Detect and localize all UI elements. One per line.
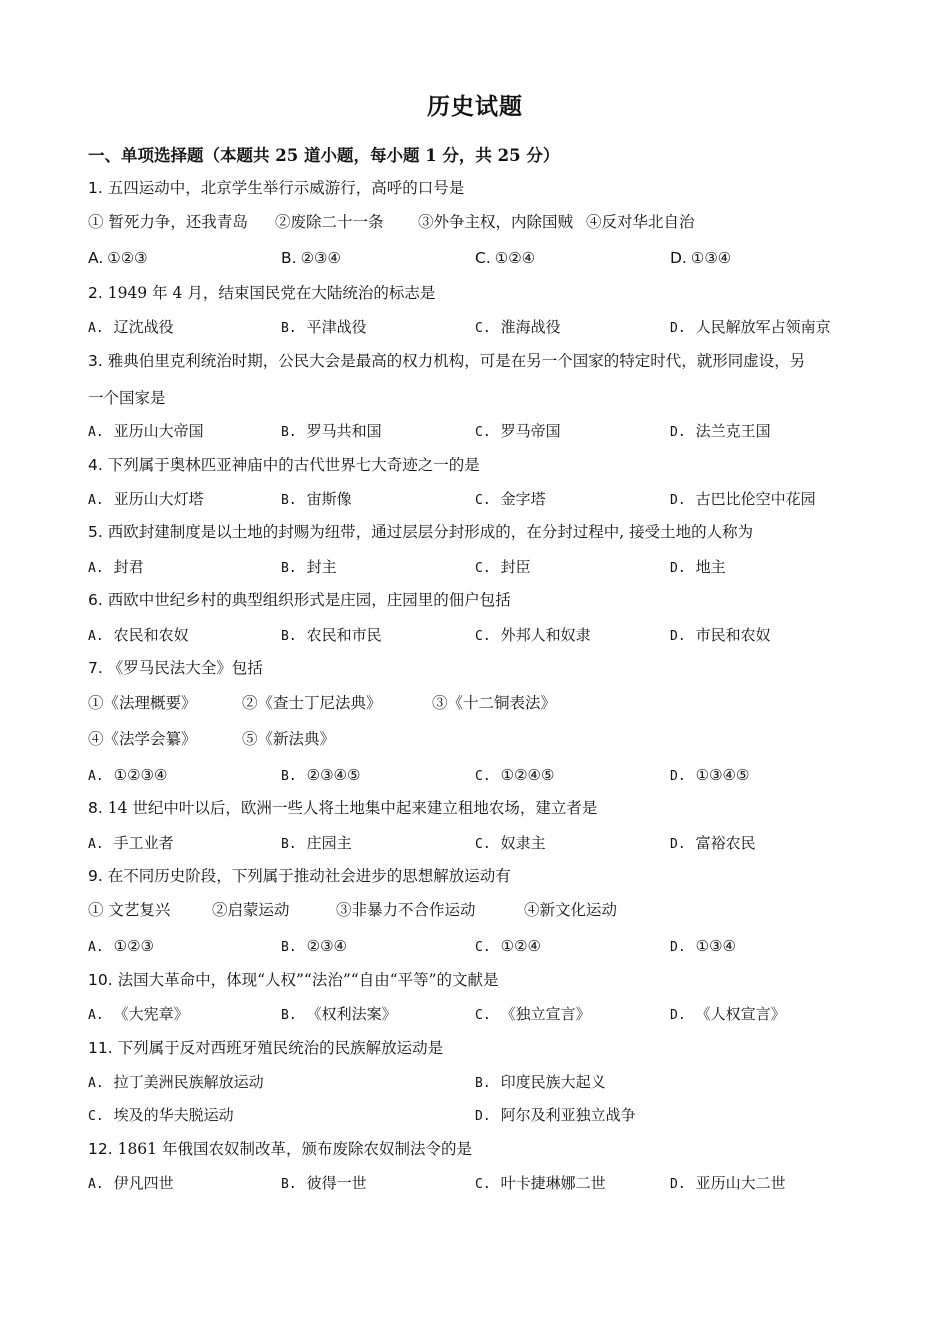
question-5-stem	[88, 521, 878, 543]
question-text: 法国大革命中，体现“人权”“法治”“自由“平等”的文献是	[112, 971, 499, 989]
option-b: B. 彼得一世	[281, 1174, 367, 1192]
option-d: D. 人民解放军占领南京	[670, 318, 831, 336]
option-c: C. 封臣	[475, 558, 531, 576]
question-text: 14 世纪中叶以后，欧洲一些人将土地集中起来建立租地农场，建立者是	[102, 799, 598, 817]
option-c: C. ①②④	[475, 937, 541, 955]
question-3-stem	[88, 350, 878, 372]
statement-item: ④新文化运动	[524, 901, 618, 919]
option-d: D. 亚历山大二世	[670, 1174, 786, 1192]
question-text: 1861 年俄国农奴制改革，颁布废除农奴制法令的是	[112, 1140, 472, 1158]
question-9-options	[88, 935, 878, 957]
question-number: 7.	[88, 659, 103, 677]
question-1-items	[88, 211, 878, 233]
statement-item: ③非暴力不合作运动	[336, 901, 476, 919]
question-9-items	[88, 899, 878, 921]
option-d: D. 《人权宣言》	[670, 1005, 786, 1023]
option-d: D. 富裕农民	[670, 834, 756, 852]
option-b: B. 封主	[281, 558, 337, 576]
statement-item: ③《十二铜表法》	[432, 694, 557, 712]
question-6-stem	[88, 589, 878, 611]
statement-item: ②废除二十一条	[275, 213, 384, 231]
question-3-options	[88, 420, 878, 442]
option-a: A. 《大宪章》	[88, 1005, 189, 1023]
option-a: A. 亚历山大灯塔	[88, 490, 204, 508]
option-d: D. ①③④⑤	[670, 766, 750, 784]
option-a: A. ①②③	[88, 937, 154, 955]
question-text: 1949 年 4 月，结束国民党在大陆统治的标志是	[102, 284, 436, 302]
option-c: C. 淮海战役	[475, 318, 561, 336]
question-7-stem	[88, 657, 878, 679]
option-d: D. 古巴比伦空中花园	[670, 490, 816, 508]
option-a: A. 亚历山大帝国	[88, 422, 204, 440]
question-number: 5.	[88, 523, 103, 541]
option-b: B. 平津战役	[281, 318, 367, 336]
option-b: B. 罗马共和国	[281, 422, 382, 440]
question-text: 下列属于反对西班牙殖民统治的民族解放运动是	[112, 1039, 444, 1057]
question-7-items-row2	[88, 728, 878, 750]
question-text: 西欧封建制度是以土地的封赐为纽带，通过层层分封形成的，在分封过程中, 接受土地的人称为	[102, 523, 754, 541]
question-2-options	[88, 316, 878, 338]
question-text: 雅典伯里克利统治时期，公民大会是最高的权力机构，可是在另一个国家的特定时代，就形同虚设，另	[102, 352, 806, 370]
option-c: C. 罗马帝国	[475, 422, 561, 440]
statement-item: ②《查士丁尼法典》	[242, 694, 382, 712]
option-c: C. 埃及的华夫脱运动	[88, 1106, 234, 1124]
option-d: D. ①③④	[670, 249, 732, 267]
option-a: A. ①②③④	[88, 766, 168, 784]
question-number: 9.	[88, 867, 103, 885]
option-a: A. 辽沈战役	[88, 318, 174, 336]
question-6-options	[88, 624, 878, 646]
option-a: A. 伊凡四世	[88, 1174, 174, 1192]
option-b: B. 印度民族大起义	[475, 1073, 606, 1091]
statement-item: ②启蒙运动	[212, 901, 290, 919]
question-4-options	[88, 488, 878, 510]
option-d: D. 法兰克王国	[670, 422, 771, 440]
question-number: 11.	[88, 1039, 113, 1057]
option-c: C. 奴隶主	[475, 834, 546, 852]
option-d: D. ①③④	[670, 937, 736, 955]
question-text: 《罗马民法大全》包括	[102, 659, 263, 677]
question-12-stem	[88, 1138, 878, 1160]
statement-item: ①《法理概要》	[88, 694, 197, 712]
question-8-options	[88, 832, 878, 854]
question-number: 8.	[88, 799, 103, 817]
question-number: 3.	[88, 352, 103, 370]
option-d: D. 阿尔及利亚独立战争	[475, 1106, 636, 1124]
question-number: 10.	[88, 971, 113, 989]
question-number: 2.	[88, 284, 103, 302]
option-c: C. 金字塔	[475, 490, 546, 508]
page-title: 历史试题	[427, 93, 523, 120]
question-text: 西欧中世纪乡村的典型组织形式是庄园，庄园里的佃户包括	[102, 591, 511, 609]
question-3-stem-cont	[88, 387, 878, 409]
statement-item: ⑤《新法典》	[242, 730, 336, 748]
question-number: 6.	[88, 591, 103, 609]
option-a: A. 农民和农奴	[88, 626, 189, 644]
section-heading: 一、单项选择题（本题共 25 道小题，每小题 1 分，共 25 分）	[88, 146, 560, 165]
statement-item: ④《法学会纂》	[88, 730, 197, 748]
question-9-stem	[88, 865, 878, 887]
statement-item: ① 文艺复兴	[88, 901, 171, 919]
statement-item: ④反对华北自治	[586, 213, 695, 231]
question-number: 1.	[88, 179, 103, 197]
option-a: A. 手工业者	[88, 834, 174, 852]
option-b: B. ②③④	[281, 937, 347, 955]
question-5-options	[88, 556, 878, 578]
statement-item: ③外争主权，内除国贼	[418, 213, 574, 231]
question-11-options-row2	[88, 1104, 878, 1126]
option-b: B. 《权利法案》	[281, 1005, 397, 1023]
option-a: A. ①②③	[88, 249, 148, 267]
option-b: B. 庄园主	[281, 834, 352, 852]
question-text: 下列属于奥林匹亚神庙中的古代世界七大奇迹之一的是	[102, 456, 480, 474]
question-1-options	[88, 247, 878, 269]
question-number: 4.	[88, 456, 103, 474]
question-12-options	[88, 1172, 878, 1194]
question-number: 12.	[88, 1140, 113, 1158]
question-7-items-row1	[88, 692, 878, 714]
question-10-options	[88, 1003, 878, 1025]
question-text: 五四运动中，北京学生举行示威游行，高呼的口号是	[102, 179, 465, 197]
option-c: C. 叶卡捷琳娜二世	[475, 1174, 606, 1192]
option-a: A. 拉丁美洲民族解放运动	[88, 1073, 264, 1091]
question-2-stem	[88, 282, 878, 304]
question-8-stem	[88, 797, 878, 819]
question-11-options-row1	[88, 1071, 878, 1093]
question-7-options	[88, 764, 878, 786]
statement-item: ① 暂死力争，还我青岛	[88, 213, 248, 231]
question-text: 一个国家是	[88, 389, 166, 407]
question-11-stem	[88, 1037, 878, 1059]
option-b: B. 农民和市民	[281, 626, 382, 644]
option-c: C. ①②④⑤	[475, 766, 555, 784]
option-c: C. 《独立宣言》	[475, 1005, 591, 1023]
question-1-stem	[88, 177, 878, 199]
option-d: D. 地主	[670, 558, 726, 576]
question-10-stem	[88, 969, 878, 991]
question-4-stem	[88, 454, 878, 476]
question-text: 在不同历史阶段，下列属于推动社会进步的思想解放运动有	[102, 867, 511, 885]
option-d: D. 市民和农奴	[670, 626, 771, 644]
option-c: C. 外邦人和奴隶	[475, 626, 591, 644]
option-b: B. ②③④⑤	[281, 766, 361, 784]
option-b: B. 宙斯像	[281, 490, 352, 508]
option-a: A. 封君	[88, 558, 144, 576]
option-b: B. ②③④	[281, 249, 341, 267]
option-c: C. ①②④	[475, 249, 536, 267]
